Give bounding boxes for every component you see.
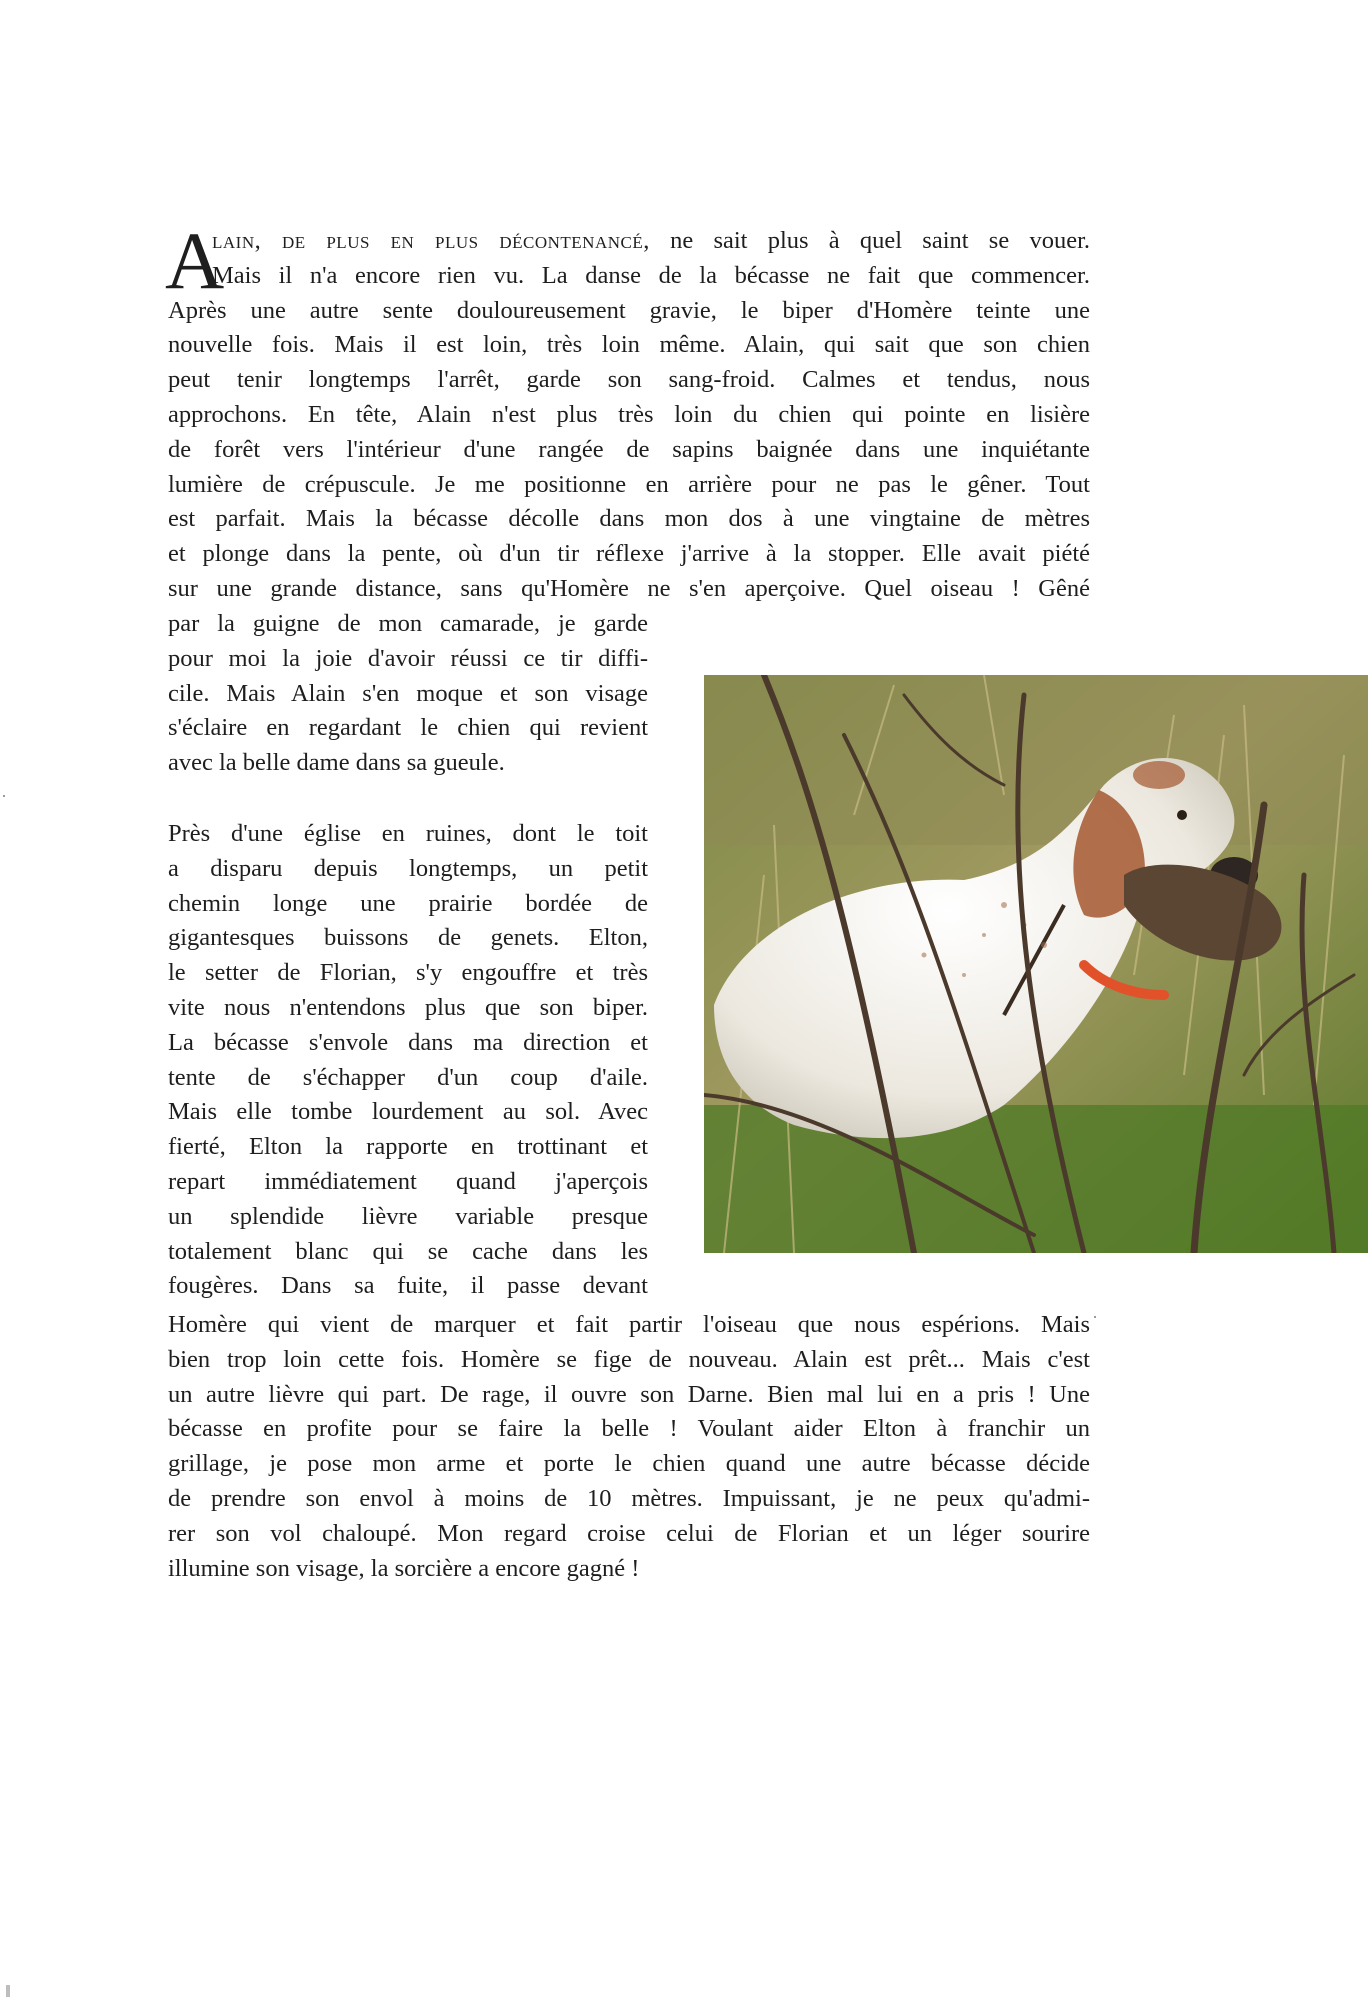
text-line: chemin longe une prairie bordée de: [168, 889, 648, 917]
text-line: fierté, Elton la rapporte en trottinant et: [168, 1133, 648, 1161]
photo-background-upper: [704, 675, 1368, 845]
text-line: fougères. Dans sa fuite, il passe devant: [168, 1272, 648, 1300]
text-line: un splendide lièvre variable presque: [168, 1202, 648, 1230]
text-line: Près d'une église en ruines, dont le toit: [168, 820, 648, 847]
second-paragraph: [168, 817, 648, 1304]
text-line: s'éclaire en regardant le chien qui revient: [168, 714, 648, 742]
text-line: par la guigne de mon camarade, je garde: [168, 610, 648, 637]
dog-eye: [1177, 810, 1187, 820]
text-line: de forêt vers l'intérieur d'une rangée de sapins baignée dans une inquiétante: [168, 435, 1090, 463]
page-margin-speck: [3, 795, 5, 797]
text-line: nouvelle fois. Mais il est loin, très loin même. Alain, qui sait que son chien: [168, 331, 1090, 359]
text-line: vite nous n'entendons plus que son biper.: [168, 993, 648, 1021]
text-line: et plonge dans la pente, où d'un tir réflexe j'arrive à la stopper. Elle avait piété: [168, 540, 1090, 568]
opening-line-rest: ne sait plus à quel saint se vouer.: [649, 227, 1090, 254]
text-line: a disparu depuis longtemps, un petit: [168, 854, 648, 882]
wrapped-paragraph-end: [168, 607, 648, 781]
text-line: illumine son visage, la sorcière a encore gagné !: [168, 1554, 640, 1582]
text-line: La bécasse s'envole dans ma direction et: [168, 1028, 648, 1056]
text-line: lumière de crépuscule. Je me positionne en arrière pour ne pas le gêner. Tout: [168, 470, 1090, 498]
text-line: est parfait. Mais la bécasse décolle dans mon dos à une vingtaine de mètres: [168, 505, 1090, 533]
text-line: repart immédiatement quand j'aperçois: [168, 1167, 648, 1195]
text-line: bécasse en profite pour se faire la belle ! Voulant aider Elton à franchir un: [168, 1415, 1090, 1443]
page-edge-mark: [6, 1985, 10, 1997]
dog-photo-illustration: [704, 675, 1368, 1253]
dog-photo: [704, 675, 1368, 1253]
dog-head-patch: [1133, 761, 1185, 789]
text-line: Après une autre sente douloureusement gravie, le biper d'Homère teinte une: [168, 296, 1090, 324]
text-line: le setter de Florian, s'y engouffre et très: [168, 959, 648, 987]
page-margin-speck: [1094, 1316, 1096, 1318]
drop-cap: A: [165, 215, 225, 306]
text-line: grillage, je pose mon arme et porte le chien quand une autre bécasse décide: [168, 1450, 1090, 1478]
text-line: gigantesques buissons de genets. Elton,: [168, 924, 648, 952]
text-line: sur une grande distance, sans qu'Homère ne s'en aperçoive. Quel oiseau ! Gêné: [168, 574, 1090, 602]
text-line: Mais elle tombe lourdement au sol. Avec: [168, 1098, 648, 1126]
closing-paragraph: [168, 1308, 1090, 1586]
text-line: cile. Mais Alain s'en moque et son visage: [168, 679, 648, 707]
text-line: un autre lièvre qui part. De rage, il ouvre son Darne. Bien mal lui en a pris ! Une: [168, 1380, 1090, 1408]
text-line: pour moi la joie d'avoir réussi ce tir diffi-: [168, 644, 648, 672]
text-line: de prendre son envol à moins de 10 mètres. Impuissant, je ne peux qu'admi-: [168, 1484, 1090, 1512]
text-line: bien trop loin cette fois. Homère se fige de nouveau. Alain est prêt... Mais c'est: [168, 1345, 1090, 1373]
text-line: Mais il n'a encore rien vu. La danse de la bécasse ne fait que commencer.: [212, 261, 1090, 289]
text-line: peut tenir longtemps l'arrêt, garde son sang-froid. Calmes et tendus, nous: [168, 366, 1090, 394]
opening-smallcaps: lain, de plus en plus décontenancé,: [212, 227, 650, 254]
text-line: totalement blanc qui se cache dans les: [168, 1237, 648, 1265]
text-line: approchons. En tête, Alain n'est plus très loin du chien qui pointe en lisière: [168, 400, 1090, 428]
opening-paragraph: [165, 215, 1090, 607]
text-line: Homère qui vient de marquer et fait partir l'oiseau que nous espérions. Mais: [168, 1311, 1090, 1338]
text-line: avec la belle dame dans sa gueule.: [168, 749, 505, 777]
text-line: tente de s'échapper d'un coup d'aile.: [168, 1063, 648, 1091]
text-line: rer son vol chaloupé. Mon regard croise celui de Florian et un léger sourire: [168, 1519, 1090, 1547]
